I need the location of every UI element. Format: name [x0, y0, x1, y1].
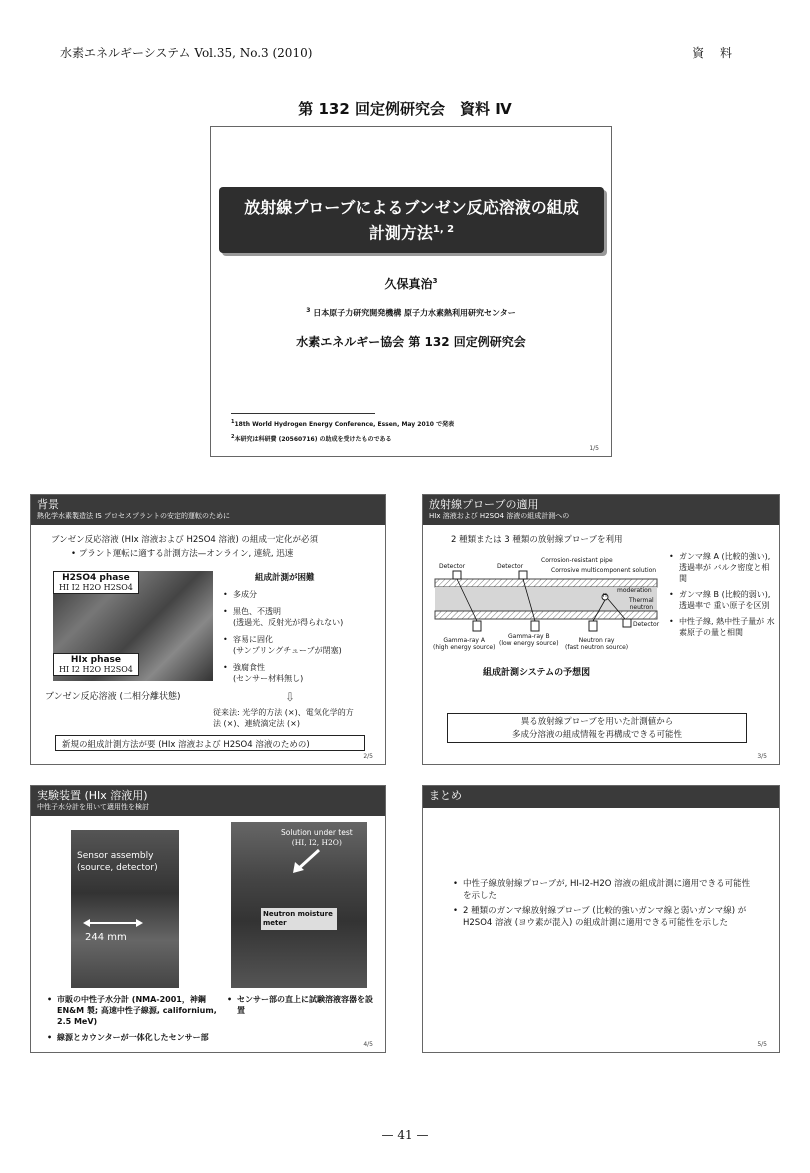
footnote-2-sup: 2 [231, 434, 235, 440]
list-item: • 中性子線放射線プローブが, HI-I2-H2O 溶液の組成計測に適用できる可能性を示した [453, 878, 753, 902]
requirement-box: 新規の組成計測方法が要 (HIx 溶液および H2SO4 溶液のための) [55, 735, 365, 751]
photo-caption: ブンゼン反応溶液 (二相分離状態) [45, 692, 181, 702]
possibility-box [447, 713, 747, 743]
author-name-text: 久保真治 [384, 277, 433, 291]
footnote-rule [231, 413, 375, 414]
diagram-gamma-a-source: (high energy source) [433, 644, 496, 651]
slide-1-number: 1/5 [589, 445, 599, 452]
diagram-solution-label: Corrosive multicomponent solution [551, 567, 657, 574]
slide-2-title: 背景 [37, 498, 59, 511]
slide-1-title-box [219, 187, 604, 253]
slide-2-subtitle: 熱化学水素製造法 IS プロセスプラントの安定的運転のために [37, 512, 230, 520]
affiliation-sup: 3 [306, 307, 311, 314]
probe-bullets [669, 551, 777, 643]
possibility-line2: 多成分溶液の組成情報を再構成できる可能性 [511, 730, 682, 740]
list-item [223, 606, 383, 628]
diagram-gamma-b-name: Gamma-ray B [508, 633, 550, 640]
document-title: 第 132 回定例研究会 資料 Ⅳ [298, 100, 512, 118]
pointer-arrow-icon [291, 848, 321, 874]
down-arrow-icon: ⇩ [285, 690, 296, 704]
detector-1 [453, 571, 461, 579]
list-item-detail: (センサー材料無し) [233, 674, 304, 683]
diagram-detector-3: Detector [633, 621, 660, 628]
slide-2-line2: • プラント運転に適する計測方法—オンライン, 連続, 迅速 [71, 549, 294, 559]
hix-phase-label [53, 653, 139, 676]
slide-5-header-bar [423, 786, 779, 808]
conventional-methods-line1: 従来法: 光学的方法 (×)、電気化学的方 [213, 708, 354, 717]
slide-1-title-line2-text: 計測方法 [368, 223, 433, 243]
diagram-gamma-a [433, 637, 495, 651]
list-item-text: 黒色、不透明 [233, 607, 281, 616]
solution-caption-line1: Solution under test [281, 828, 353, 837]
page-number: — 41 — [381, 1128, 429, 1142]
slide-2-line1: ブンゼン反応溶液 (HIx 溶液および H2SO4 溶液) の組成一定化が必須 [51, 535, 319, 545]
diagram-h-label: H [603, 593, 607, 599]
footnote-1-mark: 18th [234, 421, 250, 428]
list-item-detail: (サンプリングチューブが閉塞) [233, 646, 342, 655]
detector-2 [519, 571, 527, 579]
list-item: • ガンマ線 A (比較的強い), 透過率が バルク密度と相関 [669, 551, 777, 584]
sensor-assembly-photo [71, 830, 179, 988]
h2so4-phase-title: H2SO4 phase [62, 573, 130, 583]
footnote-1-text: World Hydrogen Energy Conference, Essen, May 2010 で発表 [252, 421, 455, 428]
possibility-line1: 異る放射線プローブを用いた計測値から [520, 717, 674, 727]
diagram-pipe-label: Corrosion-resistant pipe [541, 557, 613, 564]
list-item [223, 634, 383, 656]
source-neutron [589, 621, 597, 631]
footnote-2-text: 本研究は科研費 (20560716) の助成を受けたものである [234, 436, 392, 443]
slide-3-probe-application [422, 494, 780, 765]
hix-phase-title: HIx phase [70, 655, 122, 665]
diagram-thermal-text: Thermal [629, 597, 654, 604]
sensor-assembly-line2: (source, detector) [77, 863, 158, 873]
bunsen-solution-photo [53, 571, 213, 681]
slide-3-number: 3/5 [757, 753, 767, 760]
slide-3-header-bar [423, 495, 779, 525]
source-gamma-b [531, 621, 539, 631]
slide-1-title-sup: 1, 2 [432, 224, 455, 235]
diagram-neutron-ray-name: Neutron ray [578, 637, 615, 644]
diagram-gamma-b [499, 633, 559, 647]
apparatus-right-bullets [227, 994, 377, 1021]
solution-caption-line2: (HI, I2, H2O) [291, 838, 342, 847]
list-item: • 中性子線, 熱中性子量が 水素原子の量と相関 [669, 616, 777, 638]
slide-5-title: まとめ [429, 789, 462, 802]
affiliation [211, 307, 611, 319]
source-gamma-a [473, 621, 481, 631]
dimension-arrow-icon [83, 918, 143, 928]
slide-2-background [30, 494, 386, 765]
list-item: • 多成分 [223, 589, 383, 600]
diagram-moderation-label: moderation [617, 587, 652, 594]
slide-4-apparatus [30, 785, 386, 1053]
dimension-label: 244 mm [85, 932, 127, 943]
h2so4-phase-label [53, 571, 139, 594]
author-sup: 3 [432, 277, 438, 285]
meeting-name: 水素エネルギー協会 第 132 回定例研究会 [296, 335, 526, 349]
summary-bullets [453, 878, 753, 932]
detector-3 [623, 619, 631, 627]
slide-3-subtitle: HIx 溶液および H2SO4 溶液の組成計測への [429, 512, 570, 520]
list-item: • 2 種類のガンマ線放射線プローブ (比較的強いガンマ線と弱いガンマ線) が H2SO4 溶液 (ヨウ素が混入) の組成計測に適用できる可能性を示した [453, 905, 753, 929]
diagram-detector-2: Detector [497, 563, 524, 570]
list-item: • センサー部の直上に試験溶液容器を設置 [227, 994, 377, 1016]
measurement-system-diagram [433, 557, 661, 657]
footnote-2 [231, 434, 392, 443]
list-item: • 線源とカウンターが一体化したセンサー部 [47, 1032, 217, 1043]
diagram-neutron-ray [565, 637, 628, 651]
diagram-detector-1: Detector [439, 563, 466, 570]
solution-caption [281, 828, 353, 848]
slide-3-lead: 2 種類または 3 種類の放射線プローブを利用 [451, 535, 623, 545]
conventional-methods [213, 707, 354, 729]
hix-phase-formula: HI I2 H2O H2SO4 [59, 665, 133, 674]
slide-5-number: 5/5 [757, 1041, 767, 1048]
slide-3-title: 放射線プローブの適用 [429, 498, 539, 511]
list-item-detail: (透過光、反射光が得られない) [233, 618, 344, 627]
slide-4-title: 実験装置 (HIx 溶液用) [37, 789, 148, 802]
diagram-thermal-neutron [629, 597, 654, 611]
list-item: • ガンマ線 B (比較的弱い), 透過率で 重い原子を区別 [669, 589, 777, 611]
list-item [223, 662, 383, 684]
neutron-meter-label: Neutron moisture meter [261, 908, 337, 930]
journal-header: 水素エネルギーシステム Vol.35, No.3 (2010) [60, 46, 313, 60]
sensor-assembly-caption [77, 850, 158, 874]
slide-4-subtitle: 中性子水分計を用いて適用性を検討 [37, 803, 149, 811]
diagram-gamma-a-name: Gamma-ray A [443, 637, 485, 644]
list-item-text: 容易に固化 [233, 635, 273, 644]
diagram-neutron-text: neutron [629, 604, 654, 611]
slide-4-header-bar [31, 786, 385, 816]
list-item-text: 強腐食性 [233, 663, 265, 672]
footnote-1 [231, 419, 454, 428]
affiliation-text: 日本原子力研究開発機構 原子力水素熱利用研究センター [313, 308, 516, 318]
diagram-neutron-ray-source: (fast neutron source) [565, 644, 629, 651]
list-item: • 市販の中性子水分計 (NMA-2001，神鋼 EN&M 製; 高速中性子線源, californium, 2.5 MeV) [47, 994, 217, 1027]
slide-2-header-bar [31, 495, 385, 525]
slide-2-number: 2/5 [363, 753, 373, 760]
conventional-methods-line2: 法 (×)、連続滴定法 (×) [213, 719, 300, 728]
diagram-gamma-b-source: (low energy source) [499, 640, 559, 647]
slide-1-title [210, 126, 612, 457]
test-setup-photo [231, 822, 367, 988]
sensor-assembly-line1: Sensor assembly [77, 851, 154, 861]
slide-1-title-line1: 放射線プローブによるブンゼン反応溶液の組成 [244, 198, 579, 217]
difficulty-list [223, 589, 383, 689]
difficulty-title: 組成計測が困難 [255, 573, 315, 583]
slide-5-summary [422, 785, 780, 1053]
pipe-upper-wall [435, 579, 657, 587]
section-label: 資 料 [692, 46, 738, 60]
diagram-caption: 組成計測システムの予想図 [483, 668, 591, 678]
h2so4-phase-formula: HI I2 H2O H2SO4 [59, 583, 133, 592]
author-name [211, 275, 611, 292]
slide-4-number: 4/5 [363, 1041, 373, 1048]
footnote-1-sup: 1 [231, 419, 235, 425]
slide-1-title-line2 [219, 219, 604, 244]
apparatus-left-bullets [47, 994, 217, 1048]
